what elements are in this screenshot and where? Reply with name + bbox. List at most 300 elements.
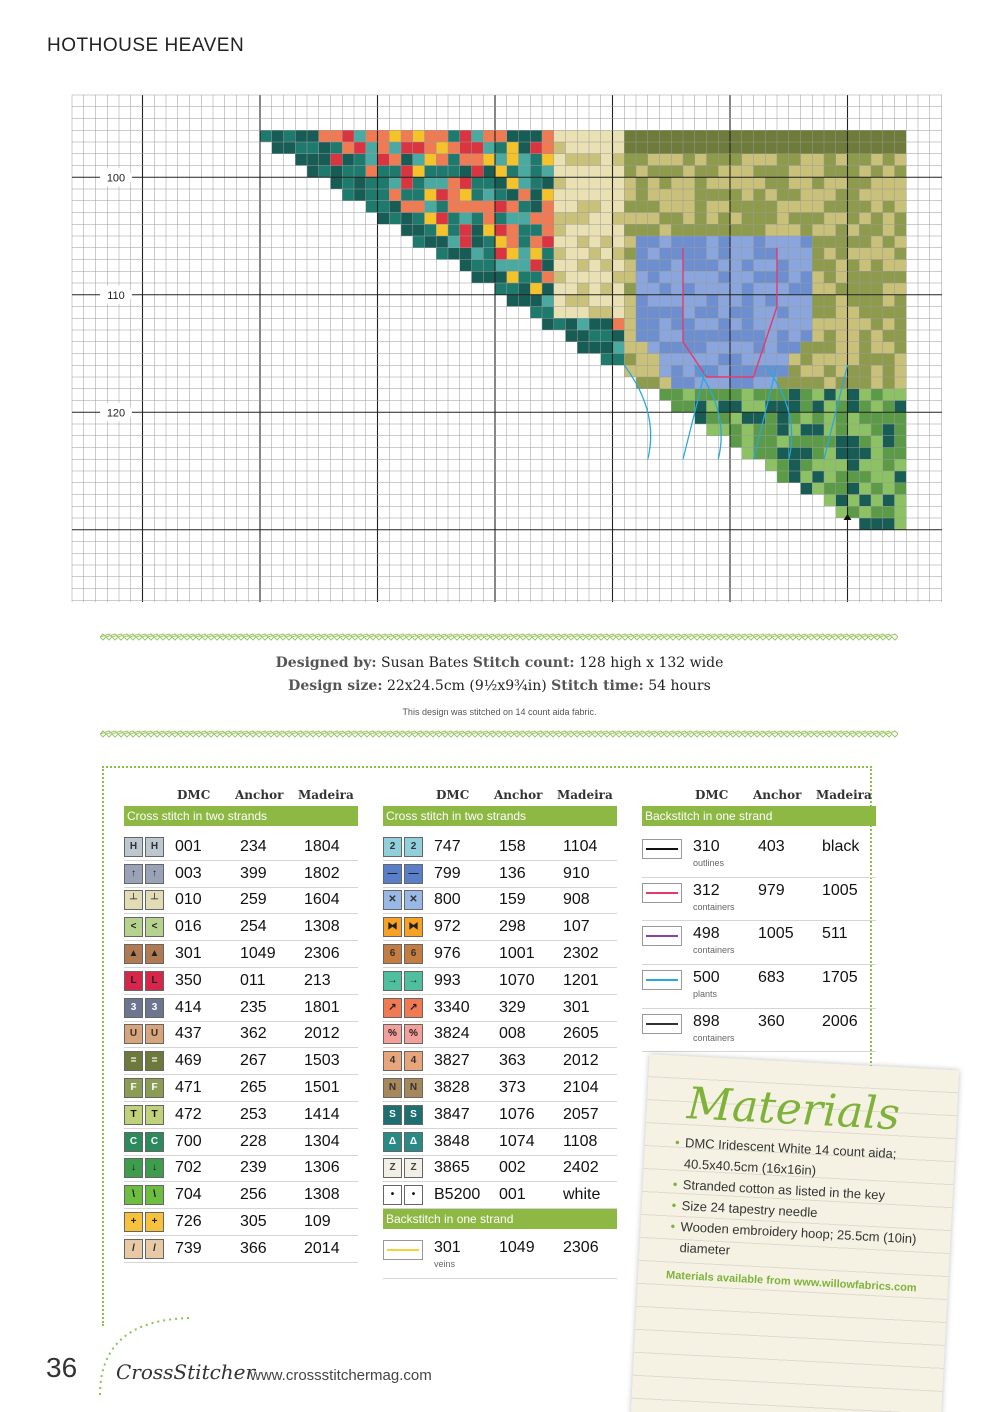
symbol-swatch — [383, 1158, 423, 1178]
stitch-cell — [671, 389, 683, 401]
stitch-cell — [566, 271, 578, 283]
madeira-code: 1804 — [304, 837, 340, 855]
stitch-cell — [425, 142, 437, 154]
stitch-cell — [495, 142, 507, 154]
stitch-cell — [789, 166, 801, 178]
key-row — [124, 1129, 358, 1156]
swatch-symbol: 4 — [404, 1051, 423, 1071]
stitch-cell — [530, 201, 542, 213]
stitch-cell — [671, 236, 683, 248]
stitch-cell — [871, 448, 883, 460]
stitch-cell — [554, 318, 566, 330]
stitch-cell — [742, 318, 754, 330]
stitch-cell — [848, 260, 860, 272]
stitch-cell — [589, 342, 601, 354]
stitch-cell — [754, 389, 766, 401]
stitch-cell — [495, 271, 507, 283]
key-column-3 — [642, 788, 876, 1052]
stitch-cell — [718, 271, 730, 283]
stitch-cell — [883, 495, 895, 507]
stitch-cell — [742, 448, 754, 460]
stitch-cell — [836, 142, 848, 154]
stitch-cell — [319, 130, 331, 142]
dmc-code: 016 — [175, 918, 202, 936]
swatch-symbol: 2 — [404, 837, 423, 857]
stitch-cell — [460, 236, 472, 248]
stitch-cell — [483, 248, 495, 260]
stitch-cell — [660, 224, 672, 236]
stitch-cell — [742, 389, 754, 401]
stitch-cell — [507, 271, 519, 283]
stitch-cell — [824, 365, 836, 377]
stitch-cell — [542, 201, 554, 213]
stitch-cell — [883, 166, 895, 178]
stitch-cell — [636, 130, 648, 142]
header-dmc: DMC — [177, 788, 211, 802]
stitch-cell — [342, 166, 354, 178]
materials-title: Materials — [685, 1078, 902, 1141]
stitch-cell — [824, 142, 836, 154]
stitch-cell — [824, 236, 836, 248]
stitch-cell — [718, 318, 730, 330]
stitch-cell — [401, 213, 413, 225]
stitch-cell — [883, 483, 895, 495]
stitch-cell — [660, 318, 672, 330]
stitch-cell — [683, 307, 695, 319]
key-row — [124, 914, 358, 941]
dmc-code: 010 — [175, 891, 202, 909]
stitch-cell — [777, 342, 789, 354]
madeira-code: 1306 — [304, 1159, 340, 1177]
cross-stitch-chart — [0, 0, 999, 620]
stitch-cell — [871, 236, 883, 248]
stitch-cell — [801, 224, 813, 236]
symbol-swatch — [124, 837, 164, 857]
stitch-cell — [742, 295, 754, 307]
stitch-cell — [836, 248, 848, 260]
anchor-code: 265 — [240, 1079, 267, 1097]
stitch-cell — [589, 330, 601, 342]
stitch-cell — [718, 201, 730, 213]
madeira-code: 511 — [822, 925, 848, 943]
stitch-cell — [859, 436, 871, 448]
stitch-cell — [824, 342, 836, 354]
stitch-cell — [472, 177, 484, 189]
stitch-cell — [554, 177, 566, 189]
anchor-code: 362 — [240, 1025, 267, 1043]
credits-line-1 — [0, 655, 999, 671]
stitch-cell — [530, 307, 542, 319]
stitch-cell — [765, 271, 777, 283]
stitch-cell — [812, 307, 824, 319]
stitch-cell — [789, 224, 801, 236]
stitch-cell — [730, 436, 742, 448]
stitch-cell — [730, 342, 742, 354]
stitch-cell — [812, 459, 824, 471]
stitch-cell — [883, 236, 895, 248]
stitch-cell — [801, 213, 813, 225]
stitch-cell — [777, 424, 789, 436]
materials-item: • Size 24 tapestry needle — [671, 1195, 932, 1230]
stitch-cell — [824, 483, 836, 495]
stitch-cell — [319, 142, 331, 154]
stitch-cell — [554, 201, 566, 213]
stitch-cell — [859, 506, 871, 518]
stitch-cell — [636, 342, 648, 354]
stitch-cell — [648, 189, 660, 201]
stitch-cell — [859, 130, 871, 142]
stitch-cell — [801, 448, 813, 460]
stitch-cell — [425, 213, 437, 225]
symbol-swatch — [383, 917, 423, 937]
stitch-cell — [671, 189, 683, 201]
stitch-cell — [695, 271, 707, 283]
swatch-symbol: ✕ — [383, 890, 402, 910]
key-row — [383, 1048, 617, 1075]
stitch-cell — [871, 424, 883, 436]
stitch-cell — [742, 377, 754, 389]
stitch-cell — [859, 377, 871, 389]
stitch-cell — [366, 154, 378, 166]
stitch-cell — [871, 330, 883, 342]
madeira-code: 1005 — [822, 881, 858, 899]
stitch-cell — [495, 224, 507, 236]
stitch-cell — [648, 307, 660, 319]
stitch-cell — [754, 130, 766, 142]
stitch-cell — [836, 201, 848, 213]
stitch-cell — [871, 283, 883, 295]
stitch-cell — [742, 342, 754, 354]
stitch-cell — [730, 177, 742, 189]
swatch-symbol: Z — [383, 1158, 402, 1178]
stitch-cell — [812, 401, 824, 413]
stitch-cell — [871, 401, 883, 413]
stitch-cell — [883, 260, 895, 272]
stitch-cell — [695, 283, 707, 295]
stitch-cell — [389, 189, 401, 201]
stitch-cell — [436, 177, 448, 189]
dmc-code: 472 — [175, 1105, 202, 1123]
stitch-cell — [789, 295, 801, 307]
stitch-cell — [730, 283, 742, 295]
stitch-cell — [859, 260, 871, 272]
stitch-cell — [859, 412, 871, 424]
stitch-cell — [425, 166, 437, 178]
dmc-code: 437 — [175, 1025, 202, 1043]
stitch-cell — [707, 260, 719, 272]
anchor-code: 298 — [499, 918, 526, 936]
stitch-cell — [307, 142, 319, 154]
stitch-cell — [730, 295, 742, 307]
stitch-cell — [765, 424, 777, 436]
usage-note: plants — [693, 989, 718, 1000]
stitch-cell — [707, 283, 719, 295]
key-row — [383, 941, 617, 968]
stitch-cell — [378, 213, 390, 225]
stitch-cell — [836, 260, 848, 272]
swatch-symbol: ┴ — [145, 890, 164, 910]
stitch-cell — [589, 166, 601, 178]
stitch-cell — [730, 389, 742, 401]
stitch-cell — [871, 365, 883, 377]
stitch-cell — [801, 318, 813, 330]
stitch-cell — [859, 354, 871, 366]
stitch-cell — [871, 177, 883, 189]
stitch-cell — [671, 224, 683, 236]
stitch-cell — [613, 295, 625, 307]
stitch-cell — [812, 248, 824, 260]
stitch-cell — [554, 154, 566, 166]
stitch-cell — [671, 307, 683, 319]
key-row — [124, 1022, 358, 1049]
stitch-cell — [436, 201, 448, 213]
madeira-code: 2057 — [563, 1105, 599, 1123]
stitch-cell — [895, 154, 907, 166]
stitch-cell — [660, 260, 672, 272]
symbol-swatch — [383, 1078, 423, 1098]
stitch-cell — [730, 213, 742, 225]
stitch-cell — [871, 260, 883, 272]
stitch-cell — [742, 330, 754, 342]
stitch-cell — [883, 224, 895, 236]
stitch-cell — [859, 424, 871, 436]
swatch-symbol: — — [383, 864, 402, 884]
stitch-cell — [801, 236, 813, 248]
dmc-code: 739 — [175, 1239, 202, 1257]
swatch-symbol: C — [124, 1132, 143, 1152]
key-row — [383, 968, 617, 995]
stitch-cell — [765, 130, 777, 142]
stitch-cell — [871, 342, 883, 354]
stitch-cell — [648, 142, 660, 154]
stitch-cell — [495, 236, 507, 248]
stitch-cell — [883, 448, 895, 460]
stitch-cell — [848, 142, 860, 154]
stitch-cell — [613, 166, 625, 178]
stitch-cell — [507, 224, 519, 236]
stitch-cell — [707, 424, 719, 436]
stitch-cell — [307, 166, 319, 178]
backstitch-row — [642, 834, 876, 878]
stitch-cell — [871, 201, 883, 213]
stitch-cell — [272, 130, 284, 142]
anchor-code: 1049 — [240, 945, 276, 963]
stitch-cell — [777, 365, 789, 377]
stitch-cell — [848, 495, 860, 507]
stitch-cell — [883, 518, 895, 530]
key-row — [124, 1102, 358, 1129]
materials-source-link[interactable]: Materials available from www.willowfabrics.com — [665, 1269, 917, 1295]
stitch-cell — [801, 248, 813, 260]
key-row — [124, 968, 358, 995]
stitch-cell — [895, 389, 907, 401]
stitch-cell — [730, 236, 742, 248]
stitch-cell — [871, 412, 883, 424]
stitch-cell — [754, 166, 766, 178]
brand-logo: CrossStitcher — [116, 1360, 256, 1384]
swatch-symbol: L — [124, 971, 143, 991]
stitch-cell — [859, 177, 871, 189]
stitch-cell — [401, 177, 413, 189]
stitch-cell — [460, 248, 472, 260]
stitch-cell — [448, 142, 460, 154]
stitch-cell — [707, 236, 719, 248]
stitch-cell — [507, 189, 519, 201]
madeira-code: 2006 — [822, 1012, 858, 1030]
stitch-cell — [883, 189, 895, 201]
madeira-code: 213 — [304, 971, 331, 989]
anchor-code: 259 — [240, 891, 267, 909]
madeira-code: 109 — [304, 1213, 331, 1231]
stitch-cell — [848, 236, 860, 248]
stitch-cell — [566, 248, 578, 260]
symbol-swatch — [124, 1185, 164, 1205]
stitch-cell — [836, 330, 848, 342]
stitch-cell — [848, 448, 860, 460]
stitch-cell — [730, 166, 742, 178]
stitch-cell — [648, 377, 660, 389]
stitch-cell — [671, 166, 683, 178]
stitch-cell — [671, 177, 683, 189]
backstitch-row — [642, 878, 876, 922]
stitch-cell — [883, 459, 895, 471]
stitch-cell — [413, 130, 425, 142]
stitch-cell — [836, 307, 848, 319]
stitch-cell — [636, 177, 648, 189]
stitch-cell — [636, 365, 648, 377]
anchor-code: 1005 — [758, 925, 794, 943]
stitch-cell — [683, 365, 695, 377]
stitch-cell — [777, 189, 789, 201]
stitch-cell — [636, 271, 648, 283]
stitch-cell — [671, 271, 683, 283]
stitch-cell — [624, 283, 636, 295]
stitch-cell — [859, 248, 871, 260]
stitch-cell — [671, 130, 683, 142]
stitch-cell — [859, 495, 871, 507]
stitch-cell — [660, 354, 672, 366]
stitch-cell — [589, 201, 601, 213]
stitch-cell — [718, 295, 730, 307]
stitch-cell — [895, 248, 907, 260]
stitch-cell — [871, 166, 883, 178]
symbol-swatch — [383, 998, 423, 1018]
swatch-symbol: F — [145, 1078, 164, 1098]
stitch-cell — [742, 189, 754, 201]
stitch-cell — [613, 236, 625, 248]
stitch-cell — [601, 154, 613, 166]
dmc-code: 3865 — [434, 1159, 470, 1177]
stitch-cell — [789, 354, 801, 366]
site-url[interactable]: www.crossstitchermag.com — [250, 1367, 432, 1384]
row-label: 100 — [106, 172, 126, 185]
stitch-cell — [566, 224, 578, 236]
stitch-cell — [554, 283, 566, 295]
stitch-cell — [836, 354, 848, 366]
stitch-cell — [530, 130, 542, 142]
stitch-cell — [730, 271, 742, 283]
stitch-cell — [883, 471, 895, 483]
stitch-cell — [812, 177, 824, 189]
stitch-cell — [812, 271, 824, 283]
stitch-cell — [895, 483, 907, 495]
key-row — [124, 1048, 358, 1075]
stitch-cell — [554, 213, 566, 225]
anchor-code: 1076 — [499, 1105, 535, 1123]
symbol-swatch — [124, 1051, 164, 1071]
stitch-cell — [836, 483, 848, 495]
stitch-cell — [413, 166, 425, 178]
stitch-cell — [624, 166, 636, 178]
stitch-cell — [765, 142, 777, 154]
stitch-cell — [554, 224, 566, 236]
stitch-cell — [789, 401, 801, 413]
stitch-cell — [824, 213, 836, 225]
stitch-cell — [542, 248, 554, 260]
stitch-cell — [859, 154, 871, 166]
stitch-cell — [718, 248, 730, 260]
header-dmc: DMC — [436, 788, 470, 802]
stitch-cell — [448, 166, 460, 178]
stitch-cell — [577, 130, 589, 142]
dmc-code: 800 — [434, 891, 461, 909]
anchor-code: 234 — [240, 837, 267, 855]
stitch-cell — [848, 377, 860, 389]
stitch-cell — [801, 307, 813, 319]
stitch-cell — [660, 377, 672, 389]
stitch-cell — [730, 307, 742, 319]
stitch-cell — [742, 166, 754, 178]
anchor-code: 1001 — [499, 945, 535, 963]
stitch-cell — [624, 354, 636, 366]
stitch-cell — [519, 177, 531, 189]
stitch-cell — [354, 154, 366, 166]
stitch-cell — [519, 283, 531, 295]
stitch-cell — [577, 154, 589, 166]
stitch-cell — [848, 365, 860, 377]
stitch-cell — [789, 154, 801, 166]
stitch-cell — [895, 354, 907, 366]
stitch-cell — [718, 177, 730, 189]
stitch-cell — [836, 448, 848, 460]
usage-note: containers — [693, 901, 735, 912]
key-row — [383, 861, 617, 888]
stitch-cell — [507, 295, 519, 307]
swatch-symbol: < — [145, 917, 164, 937]
stitch-cell — [613, 189, 625, 201]
stitch-cell — [871, 377, 883, 389]
stitch-cell — [754, 177, 766, 189]
stitch-cell — [730, 154, 742, 166]
stitch-cell — [871, 307, 883, 319]
swatch-symbol: H — [124, 837, 143, 857]
stitch-cell — [671, 154, 683, 166]
stitch-cell — [683, 142, 695, 154]
stitch-cell — [836, 224, 848, 236]
stitch-cell — [389, 142, 401, 154]
stitch-cell — [460, 177, 472, 189]
swatch-symbol: / — [145, 1239, 164, 1259]
swatch-symbol: Δ — [383, 1132, 402, 1152]
stitch-cell — [671, 248, 683, 260]
symbol-swatch — [124, 1239, 164, 1259]
stitch-cell — [472, 236, 484, 248]
stitch-cell — [660, 271, 672, 283]
stitch-cell — [519, 189, 531, 201]
stitch-cell — [401, 224, 413, 236]
stitch-cell — [824, 459, 836, 471]
stitch-cell — [542, 224, 554, 236]
